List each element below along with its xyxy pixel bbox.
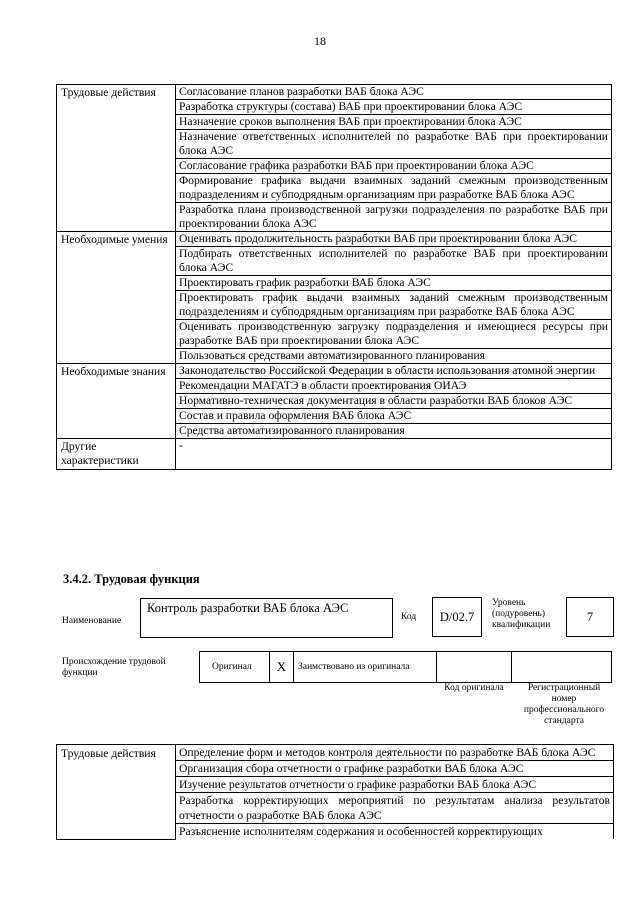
reg-caption: Регистрационный номер профессионального стандарта [523,683,605,726]
table-row [57,439,612,470]
table-cell: Средства автоматизированного планирования [176,424,612,439]
table-cell: - [176,439,612,470]
group-label: Необходимые умения [57,232,176,364]
origin-label: Происхождение трудовой функции [62,657,166,678]
table-cell: Согласование графика разработки ВАБ при проектировании блока АЭС [176,159,612,174]
table-cell: Нормативно-техническая документация в области разработки ВАБ блоков АЭС [176,394,612,409]
table-cell: Разъяснение исполнителям содержания и особенностей корректирующих [176,824,614,840]
table-cell: Разработка корректирующих мероприятий по результатам анализа результатов отчетности о разработке ВАБ блока АЭС [176,793,614,824]
table-row [57,85,612,100]
level-label: Уровень (подуровень) квалификации [492,598,551,630]
table-cell: Оценивать производственную загрузку подразделения и имеющиеся ресурсы при разработке ВАБ при проектировании блока АЭС [176,320,612,349]
name-label: Наименование [62,616,122,626]
table-cell: Назначение сроков выполнения ВАБ при проектировании блока АЭС [176,115,612,130]
table-cell: Организация сбора отчетности о графике разработки ВАБ блока АЭС [176,761,614,777]
table-cell: Состав и правила оформления ВАБ блока АЭС [176,409,612,424]
labor-actions-table [56,744,614,840]
table-cell: Согласование планов разработки ВАБ блока АЭС [176,85,612,100]
function-code-box [432,597,482,637]
original-label: Оригинал [212,662,252,672]
origin-code-box [436,651,612,683]
table-cell: Формирование графика выдачи взаимных заданий смежным производственным подразделениям и субподрядным организациям при разработке ВАБ блока АЭС [176,174,612,203]
table-cell: Изучение результатов отчетности о графике разработки ВАБ блока АЭС [176,777,614,793]
table-row [57,364,612,379]
competency-table [56,84,612,470]
function-name-value: Контроль разработки ВАБ блока АЭС [147,601,349,615]
table-cell: Разработка структуры (состава) ВАБ при проектировании блока АЭС [176,100,612,115]
borrowed-label: Заимствовано из оригинала [298,662,410,672]
level-value: 7 [586,610,594,624]
original-mark: X [276,659,287,674]
function-name-box [140,598,393,638]
group-label: Трудовые действия [57,745,176,840]
function-code-value: D/02.7 [439,610,475,624]
table-cell: Подбирать ответственных исполнителей по разработке ВАБ при проектировании блока АЭС [176,247,612,276]
page-number: 18 [314,34,326,48]
table-row [57,745,614,761]
table-row [57,232,612,247]
table-cell: Пользоваться средствами автоматизированного планирования [176,349,612,364]
table-cell: Назначение ответственных исполнителей по разработке ВАБ при проектировании блока АЭС [176,130,612,159]
table-cell: Проектировать график выдачи взаимных заданий смежным производственным подразделениям и субподрядным организациям при разработке ВАБ блока АЭС [176,291,612,320]
table-cell: Проектировать график разработки ВАБ блока АЭС [176,276,612,291]
code-label: Код [401,612,417,622]
table-cell: Определение форм и методов контроля деятельности по разработке ВАБ блока АЭС [176,745,614,761]
group-label: Необходимые знания [57,364,176,439]
group-label: Трудовые действия [57,85,176,232]
table-cell: Рекомендации МАГАТЭ в области проектирования ОИАЭ [176,379,612,394]
group-label: Другие характеристики [57,439,176,470]
table-cell: Оценивать продолжительность разработки ВАБ при проектировании блока АЭС [176,232,612,247]
section-title: 3.4.2. Трудовая функция [63,572,200,586]
level-value-box [566,597,614,637]
divider [511,651,512,683]
table-cell: Законодательство Российской Федерации в области использования атомной энергии [176,364,612,379]
table-cell: Разработка плана производственной загрузки подразделения по разработке ВАБ при проектировании блока АЭС [176,203,612,232]
divider [293,651,294,683]
code-caption: Код оригинала [444,683,504,693]
